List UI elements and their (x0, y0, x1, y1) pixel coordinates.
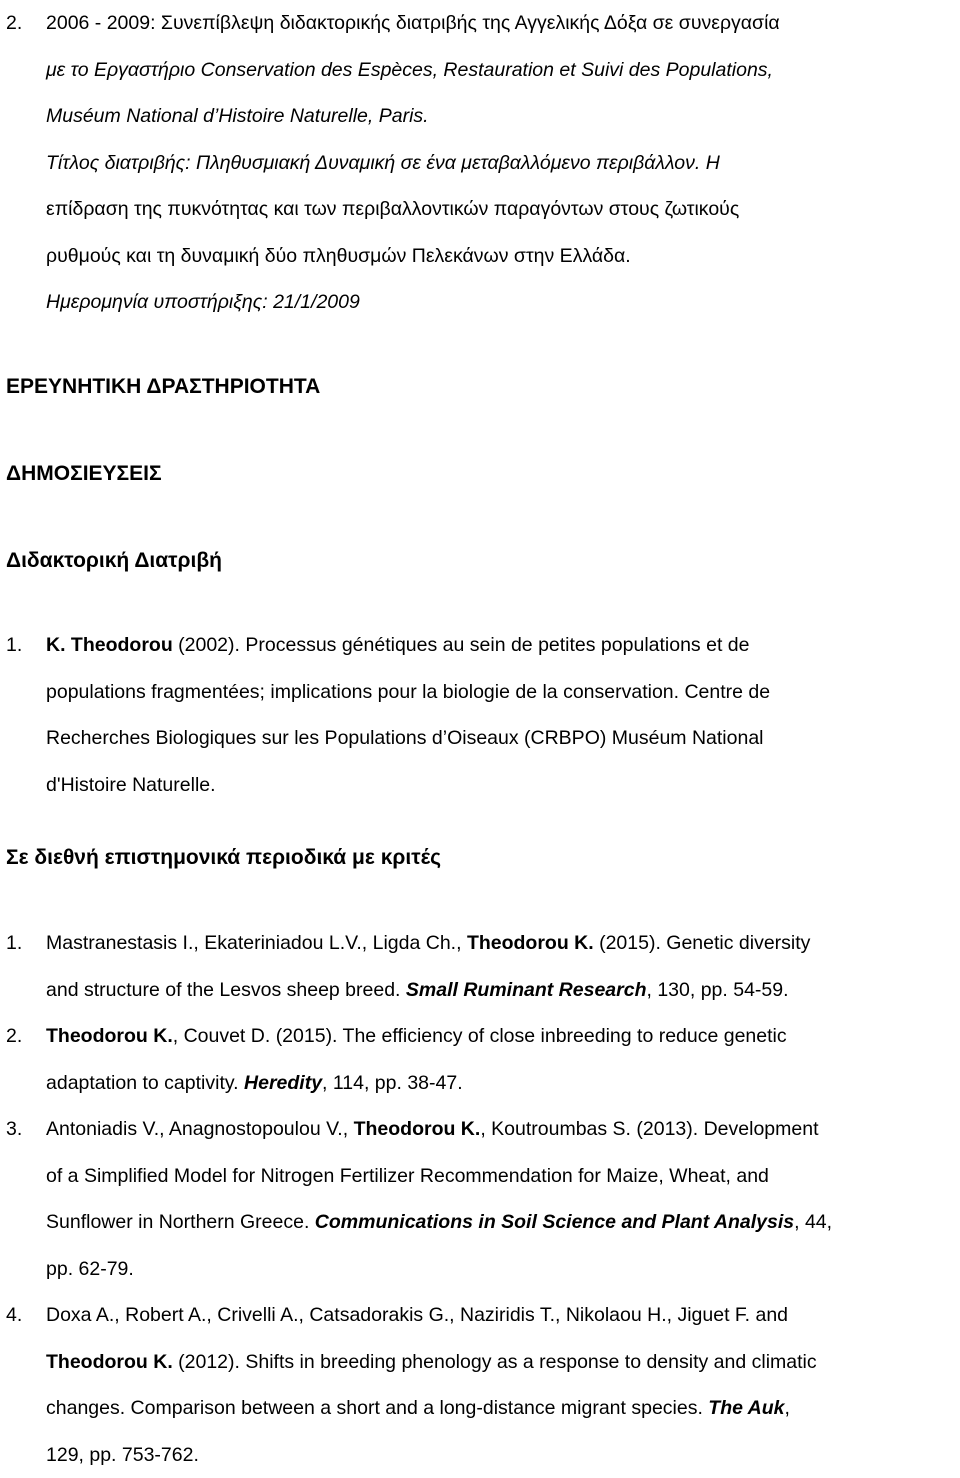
publication-text: of a Simplified Model for Nitrogen Fertilizer Recommendation for Maize, Wheat, and (46, 1153, 956, 1200)
peer-reviewed-heading: Σε διεθνή επιστημονικά περιοδικά με κριτές (6, 846, 441, 870)
publication-authors: Mastranestasis I., Ekateriniadou L.V., Ligda Ch., (46, 932, 467, 954)
thesis-line-1: 2006 - 2009: Συνεπίβλεψη διδακτορικής διατριβής της Αγγελικής Δόξα σε συνεργασία (46, 0, 956, 47)
publication-list (0, 920, 960, 1478)
publication-item (0, 920, 960, 1013)
publication-text: changes. Comparison between a short and a long-distance migrant species. (46, 1397, 708, 1419)
doctoral-line-2: populations fragmentées; implications pour la biologie de la conservation. Centre de (46, 669, 956, 716)
doctoral-thesis-item (0, 622, 960, 808)
thesis-line-3: Muséum National d’Histoire Naturelle, Paris. (46, 93, 956, 140)
publication-item (0, 1292, 960, 1478)
publication-text: adaptation to captivity. (46, 1072, 244, 1094)
publication-pages: 129, pp. 753-762. (46, 1432, 956, 1478)
list-number: 1. (6, 920, 22, 967)
highlighted-author: Theodorou K. (354, 1118, 481, 1140)
list-number: 2. (6, 1013, 22, 1060)
doctoral-title-start: Processus génétiques au sein de petites populations et de (245, 634, 749, 656)
doctoral-line-3: Recherches Biologiques sur les Populations d’Oiseaux (CRBPO) Muséum National (46, 715, 956, 762)
publication-text: Sunflower in Northern Greece. (46, 1211, 315, 1233)
publications-heading: ΔΗΜΟΣΙΕΥΣΕΙΣ (6, 462, 162, 486)
publication-item (0, 1013, 960, 1106)
publication-text: , Koutroumbas S. (2013). Development (480, 1118, 818, 1140)
doctoral-author: K. Theodorou (46, 634, 173, 656)
journal-name: Communications in Soil Science and Plant Analysis (315, 1211, 794, 1233)
publication-text: , 114, pp. 38-47. (322, 1072, 463, 1094)
thesis-title-line-1: Τίτλος διατριβής: Πληθυσμιακή Δυναμική σε ένα μεταβαλλόμενο περιβάλλον. Η (46, 140, 956, 187)
thesis-title-line-2: επίδραση της πυκνότητας και των περιβαλλοντικών παραγόντων στους ζωτικούς (46, 186, 956, 233)
doctoral-year: (2002). (178, 634, 240, 656)
doctoral-line-4: d'Histoire Naturelle. (46, 762, 956, 809)
publication-text: (2012). Shifts in breeding phenology as a response to density and climatic (173, 1351, 817, 1373)
research-heading: ΕΡΕΥΝΗΤΙΚΗ ΔΡΑΣΤΗΡΙΟΤΗΤΑ (6, 375, 320, 399)
publication-text: , Couvet D. (2015). The efficiency of close inbreeding to reduce genetic (173, 1025, 787, 1047)
list-number: 2. (6, 0, 22, 47)
journal-name: The Auk (708, 1397, 784, 1419)
highlighted-author: Theodorou K. (46, 1025, 173, 1047)
doctoral-heading: Διδακτορική Διατριβή (6, 549, 222, 573)
thesis-supervision-item (0, 0, 960, 326)
publication-item (0, 1106, 960, 1292)
list-number: 1. (6, 622, 22, 669)
highlighted-author: Theodorou K. (46, 1351, 173, 1373)
publication-text: (2015). Genetic diversity (594, 932, 811, 954)
publication-text: and structure of the Lesvos sheep breed. (46, 979, 406, 1001)
list-number: 4. (6, 1292, 22, 1339)
publication-authors: Antoniadis V., Anagnostopoulou V., (46, 1118, 354, 1140)
thesis-title-line-3: ρυθμούς και τη δυναμική δύο πληθυσμών Πελεκάνων στην Ελλάδα. (46, 233, 956, 280)
highlighted-author: Theodorou K. (467, 932, 594, 954)
list-number: 3. (6, 1106, 22, 1153)
thesis-defense-date: Ημερομηνία υποστήριξης: 21/1/2009 (46, 279, 956, 326)
journal-name: Heredity (244, 1072, 322, 1094)
publication-pages: pp. 62-79. (46, 1246, 956, 1293)
publication-authors: Doxa A., Robert A., Crivelli A., Catsadorakis G., Naziridis T., Nikolaou H., Jiguet F. and (46, 1292, 956, 1339)
publication-text: , 130, pp. 54-59. (647, 979, 789, 1001)
journal-name: Small Ruminant Research (406, 979, 647, 1001)
publication-text: , (785, 1397, 790, 1419)
thesis-line-2: με το Εργαστήριο Conservation des Espèces, Restauration et Suivi des Populations, (46, 47, 956, 94)
publication-text: , 44, (794, 1211, 832, 1233)
